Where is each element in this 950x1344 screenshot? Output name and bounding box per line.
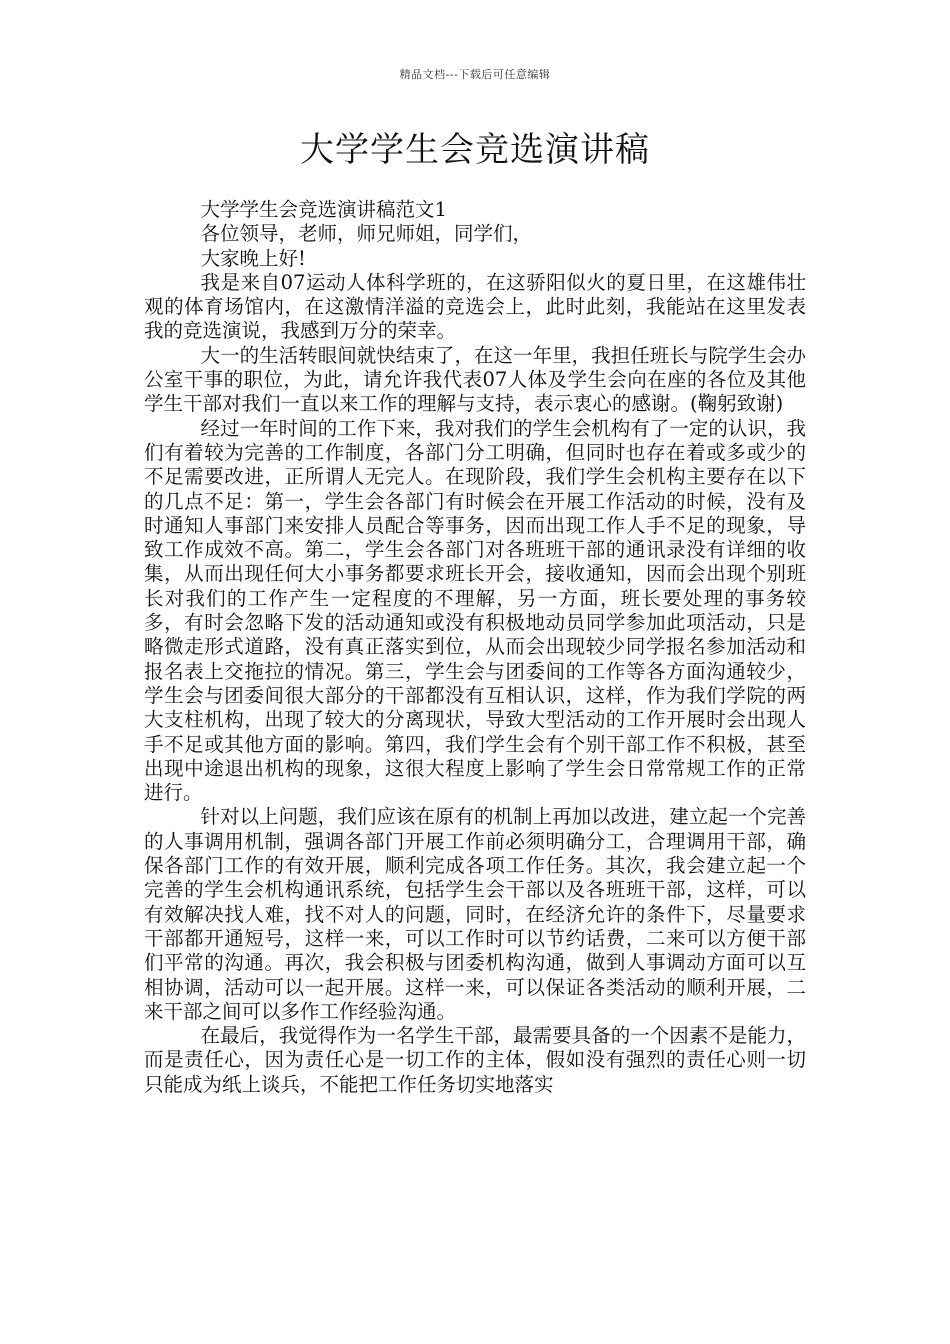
page-header: 精品文档---下载后可任意编辑 xyxy=(399,68,551,81)
salutation-paragraph: 各位领导，老师，师兄师姐，同学们， xyxy=(200,222,533,246)
greeting-paragraph: 大家晚上好! xyxy=(200,246,306,270)
body-paragraph: 经过一年时间的工作下来，我对我们的学生会机构有了一定的认识，我们有着较为完善的工作制度，各部门分工明确，但同时也存在着或多或少的不足需要改进，正所谓人无完人。在现阶段，我们学生会机构主要存在以下的几点不足：第一，学生会各部门有时候会在开展工作活动的时候，没有及时通知人事部门来安排人员配合等事务，因而出现工作人手不足的现象，导致工作成效不高。第二，学生会各部门对各班班干部的通讯录没有详细的收集，从而出现任何大小事务都要求班长开会，接收通知，因而会出现个别班长对我们的工作产生一定程度的不理解，另一方面，班长要处理的事务较多，有时会忽略下发的活动通知或没有积极地动员同学参加此项活动，只是略微走形式道路，没有真正落实到位，从而会出现较少同学报名参加活动和报名表上交拖拉的情况。第三，学生会与团委间的工作等各方面沟通较少，学生会与团委间很大部分的干部都没有互相认识，这样，作为我们学院的两大支柱机构，出现了较大的分离现状，导致大型活动的工作开展时会出现人手不足或其他方面的影响。第四，我们学生会有个别干部工作不积极，甚至出现中途退出机构的现象，这很大程度上影响了学生会日常常规工作的正常进行。 xyxy=(144,416,806,805)
document-title: 大学学生会竞选演讲稿 xyxy=(300,130,650,170)
body-paragraph: 大一的生活转眼间就快结束了，在这一年里，我担任班长与院学生会办公室干事的职位，为此，请允许我代表07人体及学生会向在座的各位及其他学生干部对我们一直以来工作的理解与支持，表示衷心的感谢。(鞠躬致谢) xyxy=(144,343,806,416)
body-paragraph: 针对以上问题，我们应该在原有的机制上再加以改进，建立起一个完善的人事调用机制，强调各部门开展工作前必须明确分工，合理调用干部，确保各部门工作的有效开展，顺利完成各项工作任务。其次，我会建立起一个完善的学生会机构通讯系统，包括学生会干部以及各班班干部，这样，可以有效解决找人难，找不对人的问题，同时，在经济允许的条件下，尽量要求干部都开通短号，这样一来，可以工作时可以节约话费，二来可以方便干部们平常的沟通。再次，我会积极与团委机构沟通，做到人事调动方面可以互相协调，活动可以一起开展。这样一来，可以保证各类活动的顺利开展，二来干部之间可以多作工作经验沟通。 xyxy=(144,805,806,1023)
body-paragraph: 我是来自07运动人体科学班的，在这骄阳似火的夏日里，在这雄伟壮观的体育场馆内，在这激情洋溢的竞选会上，此时此刻，我能站在这里发表我的竞选演说，我感到万分的荣幸。 xyxy=(144,270,806,343)
body-paragraph: 在最后，我觉得作为一名学生干部，最需要具备的一个因素不是能力，而是责任心，因为责任心是一切工作的主体，假如没有强烈的责任心则一切只能成为纸上谈兵，不能把工作任务切实地落实 xyxy=(144,1024,806,1096)
document-body xyxy=(144,198,806,1097)
subtitle-paragraph: 大学学生会竞选演讲稿范文1 xyxy=(200,198,447,221)
